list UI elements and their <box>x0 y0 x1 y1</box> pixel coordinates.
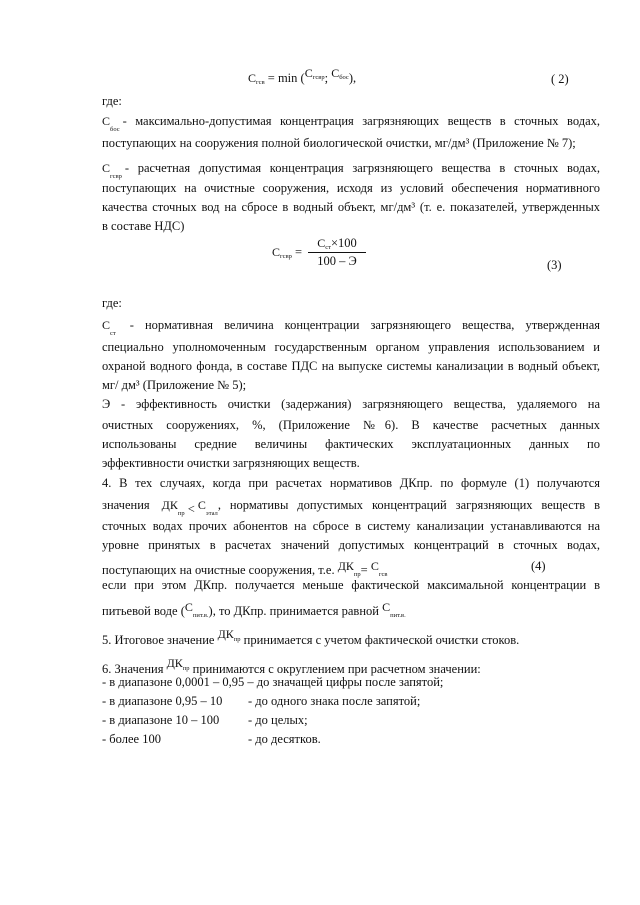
paragraph-text: 6. Значения <box>102 662 164 676</box>
cgsvr-line-3: качества сточных вод на сбросе в водный объект, мг/дм³ (т. е. показателей, утвержденных <box>102 200 600 214</box>
cst-line-4: мг/ дм³ (Приложение № 5); <box>102 378 247 392</box>
paragraph-text: ), то ДКпр. принимается равной <box>208 604 379 618</box>
formula-subscript: бос <box>110 126 120 133</box>
formula-3-denominator: 100 – Э <box>317 254 357 268</box>
paragraph-text: принимаются с округлением при расчетном значении: <box>192 662 481 676</box>
formula-subscript: гсв <box>256 79 265 86</box>
definition-text: - расчетная допустимая концентрация загрязняющего вещества в сточных водах, <box>124 161 600 175</box>
cst-line-2: специально уполномоченным государственным органом управления использованием и <box>102 340 600 354</box>
formula-symbol: C <box>197 498 206 512</box>
formula-subscript: гсвр <box>312 74 325 81</box>
e-line-2: очистных сооружениях, %, (Приложение №6). В качестве расчетных данных <box>102 418 600 432</box>
formula-separator: ; <box>324 71 329 85</box>
rounding-item-3: - в диапазоне 10 – 100 <box>102 713 220 727</box>
p4-line-1: 4. В тех случаях, когда при расчетах нормативов ДКпр. по формуле (1) получаются <box>102 476 600 490</box>
p4-line-6: если при этом ДКпр. получается меньше фактической максимальной концентрации в <box>102 578 600 592</box>
formula-term: ×100 <box>330 236 357 250</box>
formula-symbol: ДК <box>337 559 354 573</box>
cbos-line-1 <box>102 114 600 137</box>
formula-operator: = <box>295 245 303 259</box>
rounding-item-3-rule: - до целых; <box>248 713 308 727</box>
paragraph-text: , нормативы допустимых концентраций загрязняющих веществ в <box>217 498 600 512</box>
formula-subscript: пр <box>177 510 185 517</box>
paragraph-text: принимается с учетом фактической очистки стоков. <box>243 633 520 647</box>
formula-subscript: гсв <box>378 571 388 578</box>
formula-symbol: C <box>317 236 326 250</box>
formula-symbol: C <box>102 114 111 128</box>
rounding-item-1: - в диапазоне 0,0001 – 0,95 – до значащей цифры после запятой; <box>102 675 444 689</box>
formula-subscript: этал <box>205 510 218 517</box>
p4-line-3: сточных водах прочих абонентов на сбросе в систему канализации устанавливаются на <box>102 519 600 533</box>
cst-line-3: охраной водного фонда, в составе ПДС на выпуске системы канализации в водный объект, <box>102 359 600 373</box>
formula-symbol: C <box>304 66 313 80</box>
where-label: где: <box>102 94 122 108</box>
e-line-3: использованы средние величины фактических эксплуатационных данных по <box>102 437 600 451</box>
formula-symbol: C <box>382 600 391 614</box>
p5-line <box>102 627 519 648</box>
formula-subscript: пит.в. <box>192 612 209 619</box>
equation-number-3: (3) <box>547 258 562 272</box>
formula-symbol: C <box>248 71 257 85</box>
formula-3-lhs <box>272 245 302 264</box>
formula-subscript: гсвр <box>110 173 122 180</box>
formula-operator: < <box>187 502 195 516</box>
formula-subscript: пр <box>182 665 190 672</box>
formula-symbol: C <box>370 559 379 573</box>
formula-operator: = <box>360 563 368 577</box>
rounding-item-4: - более 100 <box>102 732 161 746</box>
p6-line <box>102 656 481 677</box>
formula-subscript: бос <box>339 74 349 81</box>
formula-subscript: пр <box>353 571 361 578</box>
formula-subscript: ст <box>110 330 116 337</box>
rounding-item-2-rule: - до одного знака после запятой; <box>248 694 421 708</box>
formula-subscript: пр <box>233 636 241 643</box>
p4-line-4: уровне принятых в расчетах значений допустимых концентраций в сточных водах, <box>102 538 600 552</box>
formula-operator: ), <box>348 71 357 85</box>
formula-symbol: C <box>331 66 340 80</box>
paragraph-text: поступающих на очистные сооружения, т.е. <box>102 563 335 577</box>
formula-operator: = min ( <box>267 71 305 85</box>
formula-symbol: ДК <box>217 627 234 641</box>
formula-symbol: ДК <box>161 498 178 512</box>
formula-symbol: C <box>184 600 193 614</box>
formula-2 <box>248 66 356 90</box>
paragraph-text: питьевой воде ( <box>102 604 185 618</box>
formula-subscript: ст <box>325 244 331 251</box>
p4-line-7 <box>102 600 406 623</box>
cbos-line-2: поступающих на сооружения полной биологической очистки, мг/дм³ (Приложение № 7); <box>102 136 576 150</box>
cst-line-1 <box>102 318 600 341</box>
definition-text: - максимально-допустимая концентрация загрязняющих веществ в сточных водах, <box>122 114 600 128</box>
e-line-1: Э - эффективность очистки (задержания) загрязняющего вещества, удаляемого на <box>102 397 600 411</box>
equation-number-2: ( 2) <box>551 72 569 86</box>
formula-subscript: гсвр <box>280 253 292 260</box>
paragraph-text: значения <box>102 498 150 512</box>
formula-symbol: C <box>102 318 111 332</box>
paragraph-text: 5. Итоговое значение <box>102 633 215 647</box>
cgsvr-line-4: в составе НДС) <box>102 219 185 233</box>
rounding-item-2: - в диапазоне 0,95 – 10 <box>102 694 223 708</box>
cgsvr-line-2: поступающих на очистные сооружения, исходя из условий обеспечения нормативного <box>102 181 600 195</box>
formula-symbol: ДК <box>166 656 183 670</box>
formula-3-numerator <box>306 236 368 251</box>
fraction-bar <box>308 252 366 253</box>
equation-number-4: (4) <box>531 559 546 573</box>
e-line-4: эффективности очистки загрязняющих веществ. <box>102 456 360 470</box>
formula-symbol: C <box>272 245 281 259</box>
rounding-item-4-rule: - до десятков. <box>248 732 321 746</box>
formula-symbol: C <box>102 161 111 175</box>
where-label: где: <box>102 296 122 310</box>
formula-subscript: пит.в. <box>390 612 406 619</box>
p4-line-2 <box>102 498 600 521</box>
definition-text: - нормативная величина концентрации загрязняющего вещества, утвержденная <box>129 318 600 332</box>
